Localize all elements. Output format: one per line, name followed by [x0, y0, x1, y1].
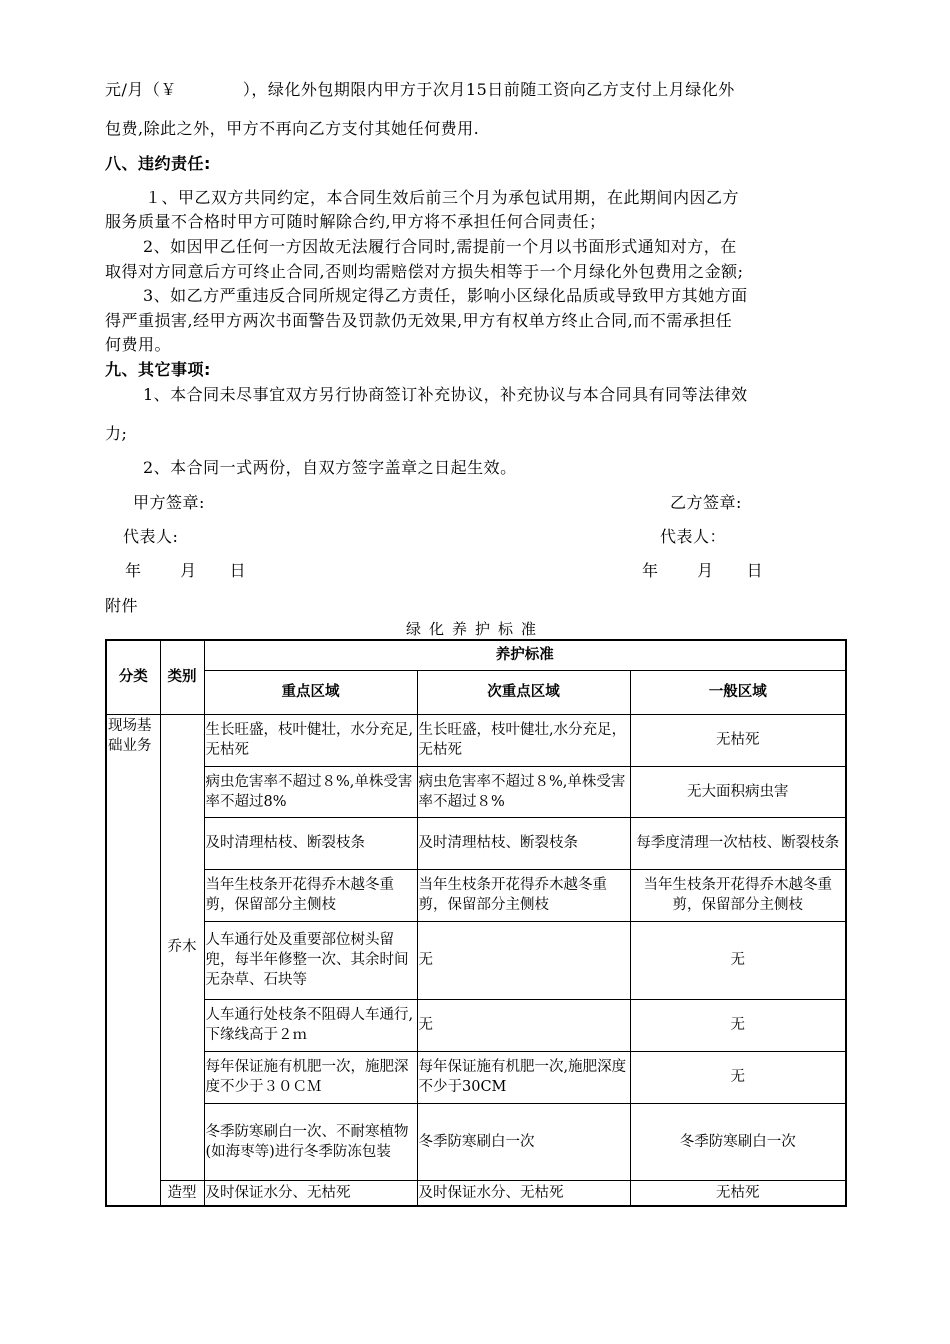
table-row [106, 1051, 846, 1103]
table-row [106, 1103, 846, 1180]
cell-general-area: 无 [630, 1051, 846, 1103]
table-row [106, 714, 846, 766]
party-b-date: 年 月 日 [642, 561, 764, 580]
table-row [106, 921, 846, 999]
clause-8-3-line-1: 3、如乙方严重违反合同所规定得乙方责任，影响小区绿化品质或导致甲方其她方面 [143, 286, 748, 305]
table-row [106, 766, 846, 817]
cell-general-area: 每季度清理一次枯枝、断裂枝条 [630, 817, 846, 869]
clause-9-2: 2、本合同一式两份，自双方签字盖章之日起生效。 [143, 458, 517, 477]
type-cell-tree: 乔木 [160, 714, 204, 1180]
cell-secondary-area: 生长旺盛，枝叶健壮,水分充足，无枯死 [417, 714, 630, 766]
paragraph-payment-line-2: 包费,除此之外，甲方不再向乙方支付其她任何费用. [105, 119, 480, 138]
cell-general-area: 无枯死 [630, 1180, 846, 1206]
clause-9-1-line-2: 力; [105, 424, 128, 443]
cell-key-area: 及时保证水分、无枯死 [204, 1180, 417, 1206]
clause-8-3-line-2: 得严重损害,经甲方两次书面警告及罚款仍无效果,甲方有权单方终止合同,而不需承担任 [105, 311, 733, 330]
party-a-seal-label: 甲方签章: [133, 493, 205, 512]
attachment-label: 附件 [105, 596, 139, 615]
clause-8-3-line-3: 何费用。 [105, 335, 172, 354]
header-maintenance-standard: 养护标准 [204, 640, 846, 670]
party-b-seal-label: 乙方签章: [670, 493, 742, 512]
cell-general-area: 当年生枝条开花得乔木越冬重剪，保留部分主侧枝 [630, 869, 846, 921]
section-9-heading: 九、其它事项: [105, 360, 211, 379]
party-a-representative-label: 代表人: [123, 527, 179, 546]
header-key-area: 重点区域 [204, 670, 417, 714]
party-a-date: 年 月 日 [125, 561, 247, 580]
cell-general-area: 无枯死 [630, 714, 846, 766]
cell-secondary-area: 无 [417, 999, 630, 1051]
clause-8-2-line-2: 取得对方同意后方可终止合同,否则均需赔偿对方损失相等于一个月绿化外包费用之金额; [105, 262, 744, 281]
header-category: 分类 [106, 640, 160, 714]
table-header-row-1 [106, 640, 846, 670]
cell-key-area: 病虫危害率不超过８%,单株受害率不超过8% [204, 766, 417, 817]
cell-key-area: 每年保证施有机肥一次，施肥深度不少于３０ＣＭ [204, 1051, 417, 1103]
cell-general-area: 冬季防寒刷白一次 [630, 1103, 846, 1180]
cell-secondary-area: 及时清理枯枝、断裂枝条 [417, 817, 630, 869]
header-general-area: 一般区域 [630, 670, 846, 714]
paragraph-payment-line-1: 元/月（￥ ），绿化外包期限内甲方于次月15日前随工资向乙方支付上月绿化外 [105, 80, 735, 99]
table-header-row-2 [106, 670, 846, 714]
cell-general-area: 无大面积病虫害 [630, 766, 846, 817]
cell-key-area: 当年生枝条开花得乔木越冬重剪，保留部分主侧枝 [204, 869, 417, 921]
clause-8-2-line-1: 2、如因甲乙任何一方因故无法履行合同时,需提前一个月以书面形式通知对方，在 [143, 237, 737, 256]
category-cell: 现场基础业务 [106, 714, 160, 1206]
header-secondary-area: 次重点区域 [417, 670, 630, 714]
cell-key-area: 冬季防寒刷白一次、不耐寒植物(如海枣等)进行冬季防冻包装 [204, 1103, 417, 1180]
header-type: 类别 [160, 640, 204, 714]
cell-general-area: 无 [630, 921, 846, 999]
section-8-heading: 八、违约责任: [105, 154, 211, 173]
cell-key-area: 生长旺盛，枝叶健壮，水分充足,无枯死 [204, 714, 417, 766]
cell-secondary-area: 当年生枝条开花得乔木越冬重剪，保留部分主侧枝 [417, 869, 630, 921]
cell-key-area: 人车通行处枝条不阻碍人车通行,下缘线高于２ｍ [204, 999, 417, 1051]
clause-9-1-line-1: 1、本合同未尽事宜双方另行协商签订补充协议，补充协议与本合同具有同等法律效 [143, 385, 748, 404]
type-cell-topiary: 造型 [160, 1180, 204, 1206]
cell-secondary-area: 每年保证施有机肥一次,施肥深度不少于30CM [417, 1051, 630, 1103]
cell-key-area: 人车通行处及重要部位树头留兜，每半年修整一次、其余时间无杂草、石块等 [204, 921, 417, 999]
greening-maintenance-standard-table [105, 639, 847, 1207]
table-row [106, 869, 846, 921]
table-row [106, 1180, 846, 1206]
cell-key-area: 及时清理枯枝、断裂枝条 [204, 817, 417, 869]
cell-general-area: 无 [630, 999, 846, 1051]
cell-secondary-area: 病虫危害率不超过８%,单株受害率不超过８% [417, 766, 630, 817]
table-caption: 绿化养护标准 [405, 620, 544, 638]
cell-secondary-area: 冬季防寒刷白一次 [417, 1103, 630, 1180]
clause-8-1-line-2: 服务质量不合格时甲方可随时解除合约,甲方将不承担任何合同责任； [105, 212, 606, 231]
table-row [106, 999, 846, 1051]
table-row [106, 817, 846, 869]
clause-8-1-line-1: １、甲乙双方共同约定，本合同生效后前三个月为承包试用期，在此期间内因乙方 [145, 188, 740, 207]
cell-secondary-area: 无 [417, 921, 630, 999]
party-b-representative-label: 代表人： [660, 527, 727, 546]
cell-secondary-area: 及时保证水分、无枯死 [417, 1180, 630, 1206]
